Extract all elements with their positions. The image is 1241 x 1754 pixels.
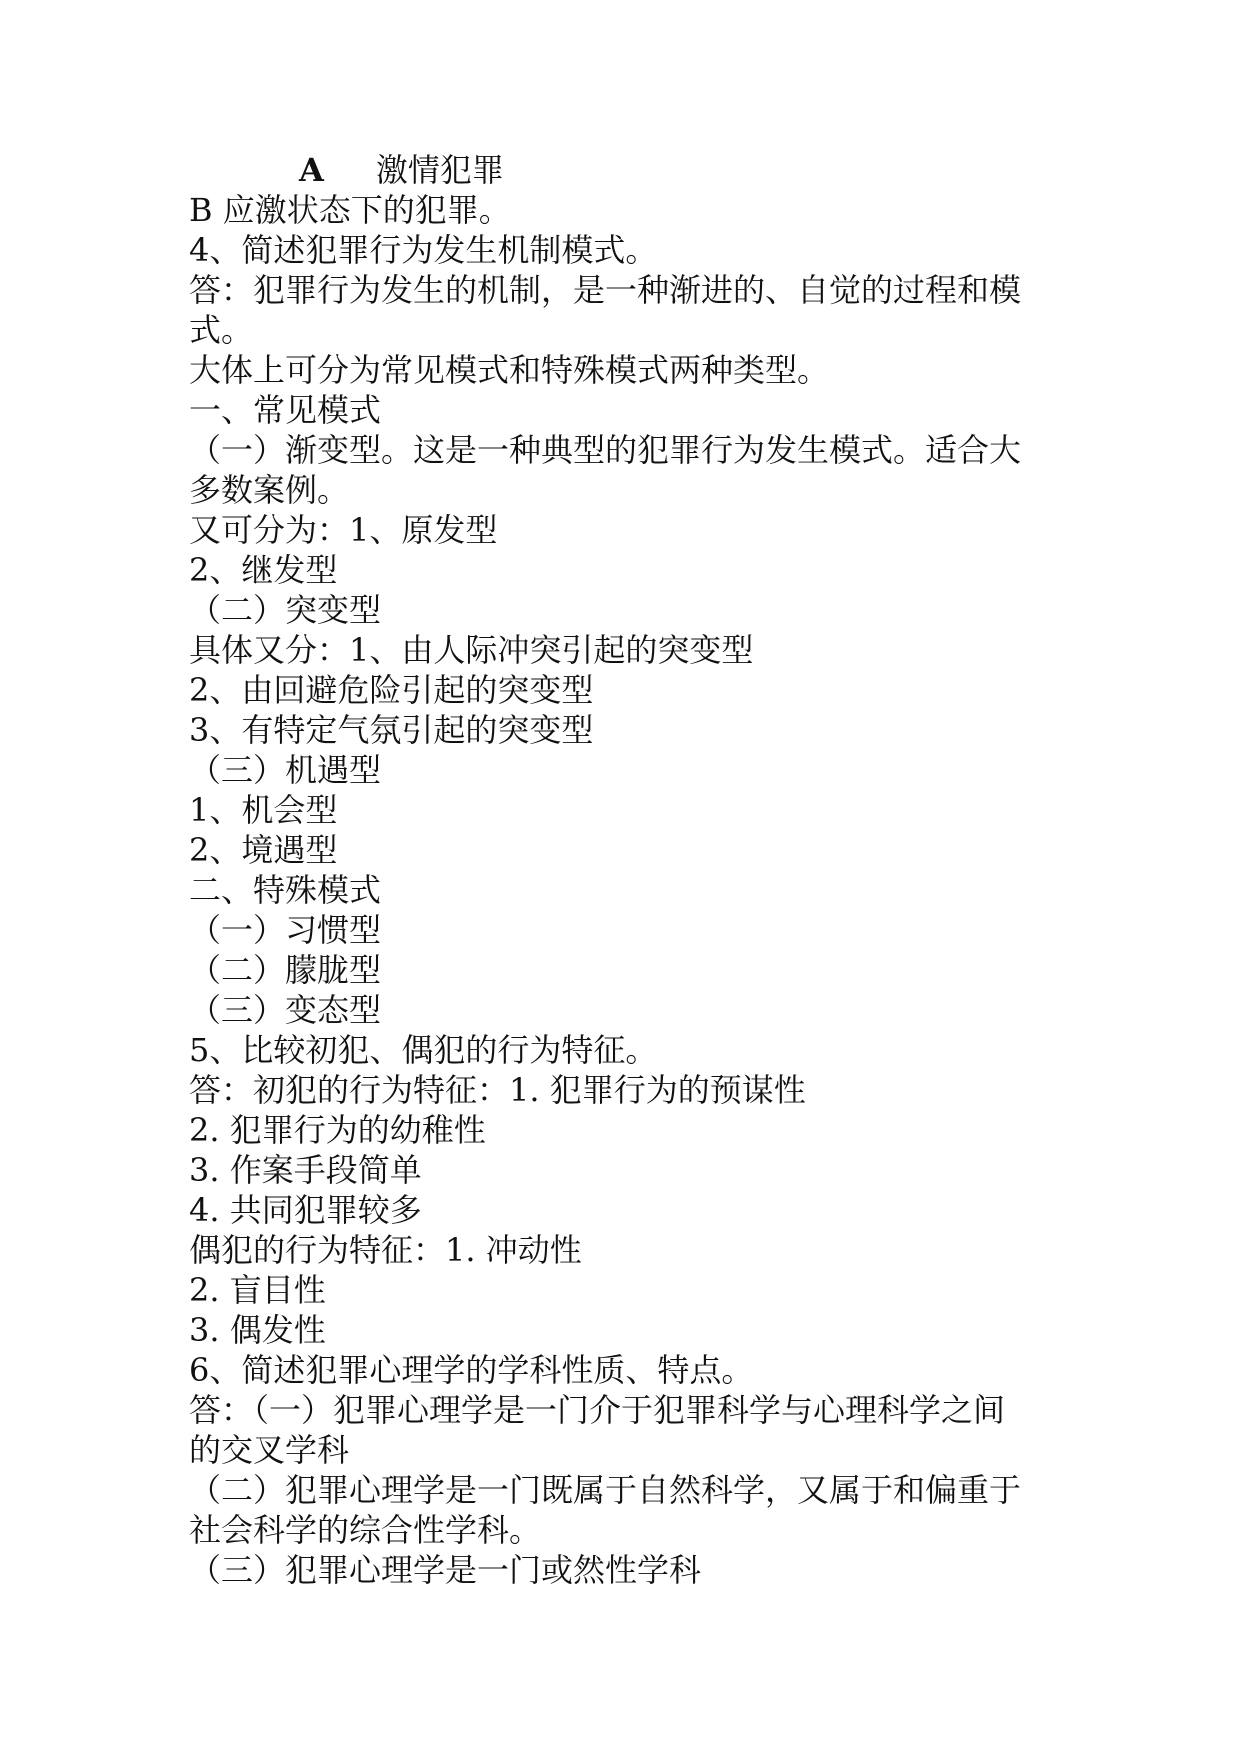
text-line: 3、有特定气氛引起的突变型 bbox=[189, 711, 594, 749]
text-line: 2、继发型 bbox=[189, 551, 338, 589]
text-line: 答：初犯的行为特征：1. 犯罪行为的预谋性 bbox=[189, 1071, 806, 1109]
document-body bbox=[189, 150, 1059, 1590]
text-line: （二）突变型 bbox=[189, 591, 382, 629]
text-line: （一）渐变型。这是一种典型的犯罪行为发生模式。适合大 bbox=[189, 431, 1022, 469]
text-line: 大体上可分为常见模式和特殊模式两种类型。 bbox=[189, 351, 830, 389]
text-line: 答：（一）犯罪心理学是一门介于犯罪科学与心理科学之间 bbox=[189, 1391, 1006, 1429]
text-line: （二）朦胧型 bbox=[189, 951, 382, 989]
text-line: （三）犯罪心理学是一门或然性学科 bbox=[189, 1551, 702, 1589]
option-text: 激情犯罪 bbox=[375, 151, 504, 189]
question-heading: 4、简述犯罪行为发生机制模式。 bbox=[189, 231, 658, 269]
text-line: （三）变态型 bbox=[189, 991, 382, 1029]
text-line: 2. 盲目性 bbox=[189, 1271, 326, 1309]
text-line: B 应激状态下的犯罪。 bbox=[189, 191, 511, 229]
text-line: 3. 作案手段简单 bbox=[189, 1151, 422, 1189]
text-line: （一）习惯型 bbox=[189, 911, 382, 949]
option-letter: A bbox=[299, 151, 324, 189]
question-heading: 5、比较初犯、偶犯的行为特征。 bbox=[189, 1031, 658, 1069]
section-heading: 二、特殊模式 bbox=[189, 871, 382, 909]
text-line: （二）犯罪心理学是一门既属于自然科学，又属于和偏重于 bbox=[189, 1471, 1022, 1509]
text-line: 4. 共同犯罪较多 bbox=[189, 1191, 422, 1229]
text-line: 具体又分：1、由人际冲突引起的突变型 bbox=[189, 631, 754, 669]
question-heading: 6、简述犯罪心理学的学科性质、特点。 bbox=[189, 1351, 754, 1389]
text-line: 社会科学的综合性学科。 bbox=[189, 1511, 542, 1549]
text-line: （三）机遇型 bbox=[189, 751, 382, 789]
text-line: 又可分为：1、原发型 bbox=[189, 511, 498, 549]
text-line: 式。 bbox=[189, 311, 254, 349]
text-line: 2、由回避危险引起的突变型 bbox=[189, 671, 594, 709]
text-line: 的交叉学科 bbox=[189, 1431, 350, 1469]
text-line: 偶犯的行为特征：1. 冲动性 bbox=[189, 1231, 582, 1269]
text-line: 答：犯罪行为发生的机制，是一种渐进的、自觉的过程和模 bbox=[189, 271, 1022, 309]
text-line bbox=[189, 150, 1059, 190]
text-line: 多数案例。 bbox=[189, 471, 350, 509]
text-line: 3. 偶发性 bbox=[189, 1311, 326, 1349]
text-line: 1、机会型 bbox=[189, 791, 338, 829]
section-heading: 一、常见模式 bbox=[189, 391, 382, 429]
text-line: 2、境遇型 bbox=[189, 831, 338, 869]
text-line: 2. 犯罪行为的幼稚性 bbox=[189, 1111, 486, 1149]
